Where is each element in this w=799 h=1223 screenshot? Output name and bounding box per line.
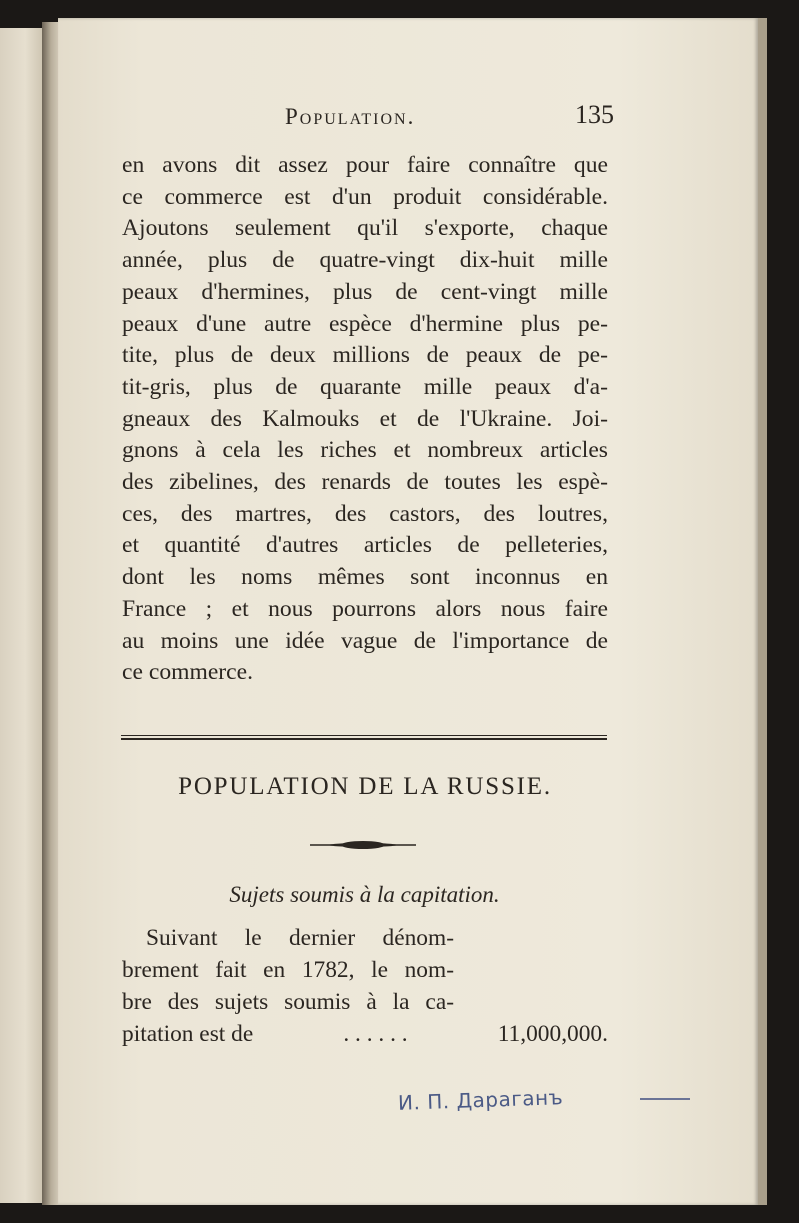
- dot-leader: . . . . . .: [343, 1021, 408, 1047]
- body-paragraph: [122, 150, 608, 689]
- ornament-rule-icon: [310, 838, 416, 852]
- text-line: peaux d'hermines, plus de cent-vingt mille: [122, 278, 608, 305]
- census-line: Suivant le dernier dénom-: [146, 925, 454, 951]
- census-total-line: [122, 1018, 608, 1050]
- census-line: brement fait en 1782, le nom-: [122, 957, 454, 983]
- text-line: au moins une idée vague de l'importance de: [122, 627, 608, 654]
- text-line: Ajoutons seulement qu'il s'exporte, chaque: [122, 215, 608, 242]
- left-page-edge: [0, 28, 44, 1203]
- text-line: des zibelines, des renards de toutes les espè-: [122, 469, 608, 496]
- text-line: en avons dit assez pour faire connaître que: [122, 152, 608, 178]
- text-line: ces, des martres, des castors, des loutres,: [122, 500, 608, 527]
- text-line: tit-gris, plus de quarante mille peaux d'a-: [122, 373, 608, 400]
- census-total-value: 11,000,000.: [497, 1021, 608, 1047]
- page-fore-edge: [758, 18, 767, 1205]
- text-line: tite, plus de deux millions de peaux de pe-: [122, 342, 608, 369]
- text-line: année, plus de quatre-vingt dix-huit mille: [122, 247, 608, 274]
- census-entry: [122, 922, 608, 1050]
- subsection-title: Sujets soumis à la capitation.: [229, 882, 500, 907]
- running-title: Population.: [285, 104, 416, 129]
- page-header: [62, 100, 614, 134]
- section-divider-thick: [121, 738, 607, 740]
- stamp-mark: [640, 1098, 690, 1100]
- text-line: peaux d'une autre espèce d'hermine plus pe-: [122, 310, 608, 337]
- text-line: et quantité d'autres articles de pelleteries,: [122, 532, 608, 559]
- text-line: ce commerce.: [122, 659, 253, 686]
- section-divider-thin: [121, 735, 607, 736]
- library-stamp: И. П. Дараганъ: [397, 1085, 564, 1115]
- text-line: gneaux des Kalmouks et de l'Ukraine. Joi-: [122, 405, 608, 432]
- text-line: ce commerce est d'un produit considérable.: [122, 183, 608, 210]
- census-total-label: pitation est de: [122, 1021, 254, 1047]
- text-line: dont les noms mêmes sont inconnus en: [122, 564, 608, 591]
- text-line: France ; et nous pourrons alors nous faire: [122, 595, 608, 622]
- page-number: 135: [575, 100, 614, 129]
- section-title: POPULATION DE LA RUSSIE.: [178, 773, 552, 800]
- census-line: bre des sujets soumis à la ca-: [122, 989, 454, 1015]
- text-line: gnons à cela les riches et nombreux articles: [122, 437, 608, 464]
